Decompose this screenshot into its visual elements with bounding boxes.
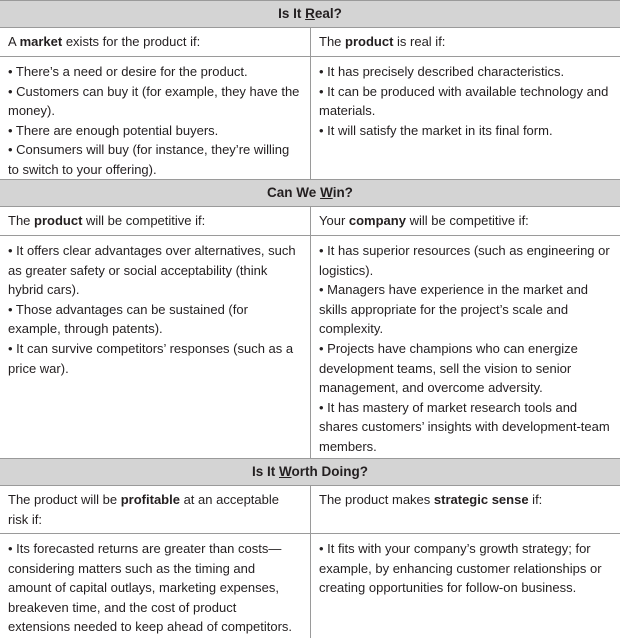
company-competitive-header: Your company will be competitive if: xyxy=(310,207,620,235)
list-item: • It offers clear advantages over alternatives, such as greater safety or social acceptability (think hybrid cars). xyxy=(8,243,296,298)
list-item: • It can survive competitors’ responses (such as a price war). xyxy=(8,340,294,376)
list-item: • It has precisely described characteristics. xyxy=(319,64,565,79)
section-title-worth: Is It Worth Doing? xyxy=(0,458,620,486)
product-real-list xyxy=(310,57,620,179)
list-item: • Consumers will buy (for instance, they’re willing to switch to your offering). xyxy=(8,142,290,177)
list-item: • It has mastery of market research tools and shares customers’ insights with development-team members. xyxy=(319,399,610,454)
list-item: • There are enough potential buyers. xyxy=(8,122,219,138)
list-item: • It has superior resources (such as engineering or logistics). xyxy=(319,243,610,278)
company-competitive-list xyxy=(310,236,620,458)
strategic-sense-list xyxy=(310,534,620,638)
list-item: • It fits with your company’s growth strategy; for example, by enhancing customer relationships or creating opportunities for follow-on business. xyxy=(319,541,602,596)
list-item: • It will satisfy the market in its final form. xyxy=(319,122,553,138)
list-item: • It can be produced with available technology and materials. xyxy=(319,83,609,119)
list-item: • Managers have experience in the market and skills appropriate for the project’s scale and complexity. xyxy=(319,282,589,337)
market-exists-list xyxy=(0,57,310,179)
section-title-win: Can We Win? xyxy=(0,179,620,207)
list-item: • Projects have champions who can energize development teams, sell the vision to senior management, and overcome adversity. xyxy=(319,340,578,396)
strategic-sense-header: The product makes strategic sense if: xyxy=(310,486,620,533)
list-item: • Those advantages can be sustained (for example, through patents). xyxy=(8,301,248,337)
list-item: • Its forecasted returns are greater than costs—considering matters such as the timing and amount of capital outlays, marketing expenses, breakeven time, and the cost of product extensions needed to keep ahead of competitors. xyxy=(8,541,293,635)
product-competitive-header: The product will be competitive if: xyxy=(8,213,206,228)
product-real-header: The product is real if: xyxy=(310,28,620,56)
list-item: • Customers can buy it (for example, they have the money). xyxy=(8,83,300,119)
profitable-header: The product will be profitable at an acceptable risk if: xyxy=(8,492,279,527)
profitable-list xyxy=(0,534,310,638)
market-exists-header: A market exists for the product if: xyxy=(8,34,201,49)
list-item: • There’s a need or desire for the product. xyxy=(8,64,248,79)
section-title-real: Is It Real? xyxy=(0,0,620,28)
product-competitive-list xyxy=(0,236,310,458)
